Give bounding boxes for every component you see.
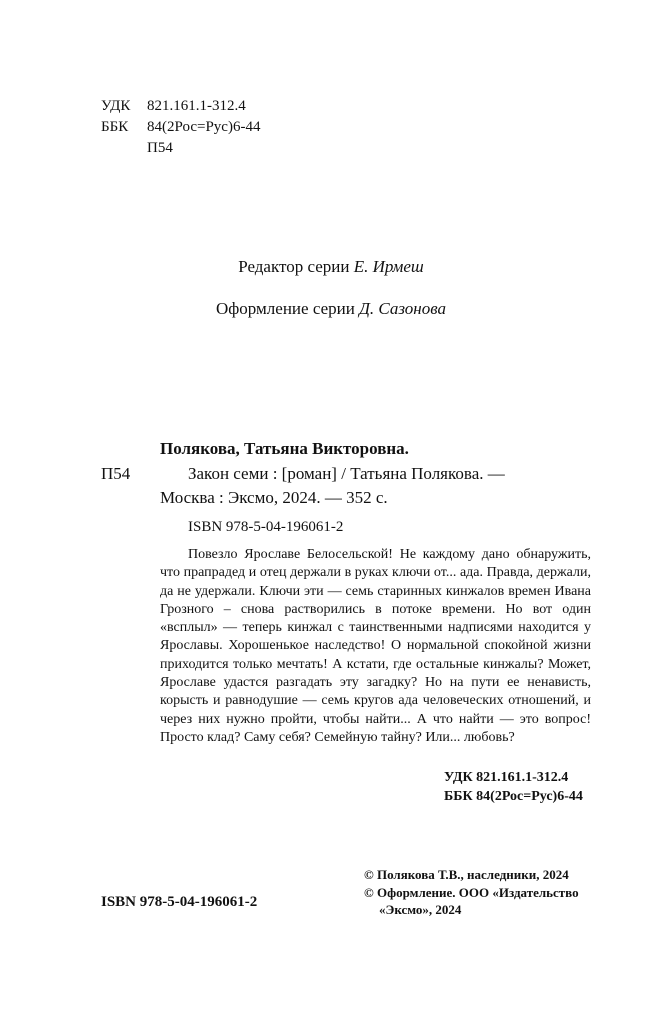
footer-udk: УДК 821.161.1-312.4 xyxy=(444,770,569,785)
copyright-block xyxy=(364,866,579,919)
copyright-publisher: «Эксмо», 2024 xyxy=(379,902,462,917)
udk-value: 821.161.1-312.4 xyxy=(147,98,246,114)
bbk-label: ББК xyxy=(101,119,129,135)
editor-label: Редактор серии xyxy=(238,257,350,276)
record-code: П54 xyxy=(101,464,131,483)
author-code: П54 xyxy=(147,140,173,156)
design-name: Д. Сазонова xyxy=(359,299,446,318)
udk-label: УДК xyxy=(101,98,131,114)
record-isbn: ISBN 978-5-04-196061-2 xyxy=(188,519,344,535)
classification-codes xyxy=(101,96,260,159)
record-title-line: Закон семи : [роман] / Татьяна Полякова. — xyxy=(188,464,505,483)
record-author: Полякова, Татьяна Викторовна. xyxy=(160,439,409,458)
footer-bbk: ББК 84(2Рос=Рус)6-44 xyxy=(444,789,583,804)
design-label: Оформление серии xyxy=(216,299,355,318)
udk-row xyxy=(101,96,260,117)
bbk-value: 84(2Рос=Рус)6-44 xyxy=(147,119,261,135)
series-design-credit xyxy=(0,299,662,319)
annotation-text: Повезло Ярославе Белосельской! Не каждому дано обнаружить, что прапрадед и отец держали в руках ключи от... ада. Правда, держали, да не удержали. Ключи эти — семь старинных кинжалов времен Ивана Грозного – снова растворились в потоке времени. Но вот один «всплыл» — теперь кинжал с таинственными надписями находится у Ярославы. Хорошенькое наследство! О нормальной спокойной жизни приходится только мечтать! А кстати, где остальные кинжалы? Может, Ярославе удастся разгадать эту загадку? Но на пути ее ненависть, корысть и равнодушие — семь кругов ада человеческих отношений, и через них нужно пройти, чтобы найти... А что найти — это вопрос! Просто клад? Саму себя? Семейную тайну? Или... любовь? xyxy=(160,547,591,745)
bbk-row xyxy=(101,117,260,138)
record-imprint-line: Москва : Эксмо, 2024. — 352 с. xyxy=(160,488,388,507)
copyright-author: © Полякова Т.В., наследники, 2024 xyxy=(364,867,569,882)
footer-codes xyxy=(444,768,583,806)
editor-name: Е. Ирмеш xyxy=(353,257,424,276)
copyright-design: © Оформление. ООО «Издательство xyxy=(364,884,579,900)
isbn-bottom: ISBN 978-5-04-196061-2 xyxy=(101,894,258,910)
author-code-row xyxy=(101,138,260,159)
annotation xyxy=(160,546,591,747)
series-editor-credit xyxy=(0,257,662,277)
